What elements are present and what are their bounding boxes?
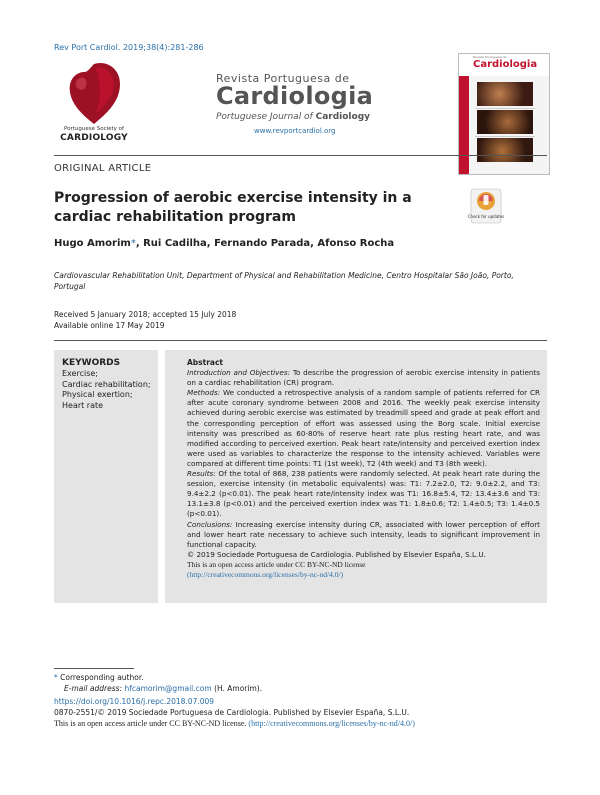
abstract-methods bbox=[187, 388, 540, 469]
methods-text: We conducted a retrospective analysis of a random sample of patients referred for CR after acute coronary syndrome between 2008 and 2016. The weekly peak exercise intensity achieved during aerobic exercise was estimated by treadmill speed and grade at peak effort and the corresponding perception of effort was assessed using the Borg scale. Initial exercise intensity was prescribed as 60-80% of reserve heart rate plus resting heart rate, and was modified according to perceived exertion. Peak heart rate/intensity and perceived exertion index were used as variables to characterize the response to the intensity achieved. Variables were compared at different time points: T1 (1st week), T2 (4th week) and T3 (8th week). bbox=[187, 388, 540, 468]
society-name-top: Portuguese Society of bbox=[63, 126, 124, 132]
abstract-copyright: © 2019 Sociedade Portuguesa de Cardiologia. Published by Elsevier España, S.L.U. bbox=[187, 549, 486, 559]
cover-title: Cardiologia bbox=[473, 59, 538, 70]
issn-line: 0870-2551/© 2019 Sociedade Portuguesa de Cardiologia. Published by Elsevier España, S.L.U. bbox=[54, 708, 410, 717]
keywords-box bbox=[54, 350, 158, 603]
corresponding-author: Hugo Amorim bbox=[54, 238, 131, 249]
introduction-label: Introduction and Objectives: bbox=[187, 368, 291, 378]
cover-image bbox=[477, 138, 533, 162]
footnote-mark: * bbox=[54, 673, 58, 682]
email-footnote bbox=[64, 684, 262, 694]
doi-link[interactable]: https://doi.org/10.1016/j.repc.2018.07.009 bbox=[54, 697, 215, 706]
cover-red-strip bbox=[459, 76, 469, 174]
cover-image bbox=[477, 110, 533, 134]
abstract-conclusions bbox=[187, 520, 540, 550]
journal-name-prefix: Revista Portuguesa de bbox=[216, 72, 350, 85]
open-access-line bbox=[54, 719, 415, 729]
open-access-text: This is an open access article under CC BY-NC-ND license. bbox=[54, 719, 247, 728]
journal-english-bold: Cardiology bbox=[315, 112, 371, 122]
article-title: Progression of aerobic exercise intensity in a cardiac rehabilitation program bbox=[54, 190, 412, 225]
journal-name: Cardiologia bbox=[216, 82, 374, 110]
corresponding-author-mark[interactable]: * bbox=[130, 238, 136, 249]
article-dates bbox=[54, 309, 236, 331]
affiliation: Cardiovascular Rehabilitation Unit, Department of Physical and Rehabilitation Medicine, Centro Hospitalar São João, Porto, Portugal bbox=[54, 271, 514, 291]
open-access-link[interactable]: (http://creativecommons.org/licenses/by-nc-nd/4.0/) bbox=[248, 719, 415, 728]
keyword-item: Heart rate bbox=[62, 400, 104, 410]
abstract-box bbox=[165, 350, 547, 603]
cover-divider bbox=[475, 108, 535, 109]
journal-english-name bbox=[216, 112, 370, 122]
methods-label: Methods: bbox=[187, 388, 221, 398]
email-link[interactable]: hfcamorim@gmail.com bbox=[124, 684, 212, 693]
journal-cover-thumbnail bbox=[458, 53, 550, 175]
corresponding-footnote bbox=[54, 673, 144, 683]
abstract-body bbox=[187, 358, 540, 580]
received-date: Received 5 January 2018; accepted 15 July 2018 bbox=[54, 310, 237, 319]
online-date: Available online 17 May 2019 bbox=[54, 321, 165, 330]
check-for-updates-label: Check for updates bbox=[467, 214, 505, 219]
society-name-bottom: CARDIOLOGY bbox=[60, 133, 128, 143]
article-type: ORIGINAL ARTICLE bbox=[54, 163, 152, 174]
abstract-heading: Abstract bbox=[187, 358, 224, 367]
email-owner: (H. Amorim). bbox=[214, 684, 263, 693]
conclusions-label: Conclusions: bbox=[187, 519, 233, 529]
cover-image bbox=[477, 82, 533, 106]
keywords-heading: KEYWORDS bbox=[62, 358, 121, 368]
abstract-license-link[interactable]: (http://creativecommons.org/licenses/by-nc-nd/4.0/) bbox=[187, 569, 344, 579]
results-text: Of the total of 868, 238 patients were randomly selected. At peak heart rate during the session, exercise intensity (in metabolic equivalents) was: T1: 7.2±2.0, T2: 9.0±2.2, and T3: 9.4±2.2 (p<0.01). The peak heart rate/intensity index was T1: 16.8±5.4, T2: 13.4±3.6 and T3: 13.1±3.8 (p<0.01) and the perceived exertion index was T1: 1.8±0.6; T2: 1.4±0.5; T3: 1.4±0.5 (p<0.01). bbox=[187, 469, 540, 519]
other-authors: , Rui Cadilha, Fernando Parada, Afonso Rocha bbox=[135, 238, 395, 249]
journal-english-prefix: Portuguese Journal of bbox=[216, 112, 313, 122]
cover-small-title: Revista Portuguesa de bbox=[473, 55, 507, 59]
author-list bbox=[54, 238, 394, 249]
keywords-list bbox=[62, 369, 154, 411]
cover-divider bbox=[475, 136, 535, 137]
abstract-license: This is an open access article under CC BY-NC-ND license bbox=[187, 559, 366, 569]
abstract-introduction bbox=[187, 368, 540, 388]
email-label: E-mail address: bbox=[64, 684, 123, 693]
introduction-text: To describe the progression of aerobic exercise intensity in patients on a cardiac rehabilitation (CR) program. bbox=[187, 368, 540, 388]
meta-divider bbox=[54, 340, 547, 341]
conclusions-text: Increasing exercise intensity during CR, associated with lower perception of effort and lower heart rate necessary to achieve such intensity, leads to significant improvement in functional capacity. bbox=[187, 519, 540, 549]
keyword-item: Cardiac rehabilitation; bbox=[62, 379, 151, 389]
keyword-item: Exercise; bbox=[62, 369, 98, 378]
journal-citation[interactable]: Rev Port Cardiol. 2019;38(4):281-286 bbox=[54, 43, 204, 52]
keyword-item: Physical exertion; bbox=[62, 390, 133, 399]
header-divider bbox=[54, 155, 547, 156]
abstract-results bbox=[187, 469, 540, 519]
footnote-divider bbox=[54, 668, 134, 669]
journal-url-link[interactable]: www.revportcardiol.org bbox=[254, 127, 336, 135]
corresponding-text: Corresponding author. bbox=[60, 673, 144, 682]
results-label: Results: bbox=[187, 469, 216, 479]
